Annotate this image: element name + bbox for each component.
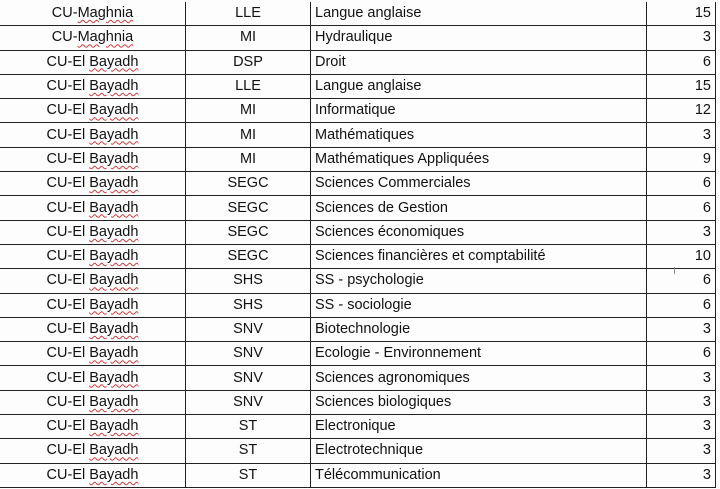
cell-domain[interactable]: SHS xyxy=(186,269,311,293)
cell-speciality[interactable]: Sciences économiques xyxy=(311,220,647,244)
institution-prefix: CU- xyxy=(51,5,78,22)
institution-prefix: CU-El xyxy=(46,248,90,265)
table-row xyxy=(0,26,716,50)
text-cursor-icon: I xyxy=(673,266,676,277)
institution-name: Bayadh xyxy=(89,321,139,337)
institution-name: Bayadh xyxy=(89,345,139,362)
institution-prefix: CU-El xyxy=(46,78,90,95)
cell-institution[interactable] xyxy=(0,123,186,147)
institution-prefix: CU-El xyxy=(46,369,90,386)
cell-speciality[interactable]: Mathématiques xyxy=(311,123,647,147)
cell-speciality[interactable]: Sciences agronomiques xyxy=(311,366,647,390)
cell-domain[interactable]: LLE xyxy=(186,74,311,98)
institution-name: Bayadh xyxy=(89,53,139,70)
cell-speciality[interactable]: Droit xyxy=(311,50,647,74)
table-row xyxy=(0,269,716,293)
cell-domain[interactable]: SEGC xyxy=(186,220,311,244)
institution-name: Bayadh xyxy=(89,248,139,265)
institution-prefix: CU-El xyxy=(46,199,90,216)
institution-name: Maghnia xyxy=(77,29,134,46)
table-row xyxy=(0,123,716,147)
cell-speciality[interactable]: Sciences de Gestion xyxy=(311,196,647,220)
cell-domain[interactable]: DSP xyxy=(186,50,311,74)
cell-speciality[interactable]: Mathématiques Appliquées xyxy=(311,147,647,171)
table-row xyxy=(0,342,716,366)
institution-prefix: CU-El xyxy=(46,53,90,70)
table-row xyxy=(0,244,716,268)
allocation-table xyxy=(0,2,716,488)
institution-prefix: CU-El xyxy=(46,466,90,483)
cell-institution[interactable] xyxy=(0,390,186,414)
institution-name: Bayadh xyxy=(89,393,139,410)
institution-prefix: CU-El xyxy=(46,150,90,167)
cell-count[interactable]: 6 xyxy=(647,172,716,196)
cell-domain[interactable]: MI xyxy=(186,99,311,123)
table-row xyxy=(0,439,716,463)
cell-institution[interactable] xyxy=(0,99,186,123)
cell-speciality[interactable]: Hydraulique xyxy=(311,26,647,50)
cell-count[interactable]: 9 xyxy=(647,147,716,171)
cell-speciality[interactable]: Ecologie - Environnement xyxy=(311,342,647,366)
cell-institution[interactable] xyxy=(0,342,186,366)
cell-count[interactable]: 3 xyxy=(647,123,716,147)
cell-institution[interactable] xyxy=(0,317,186,341)
cell-count[interactable]: 3 xyxy=(647,415,716,439)
cell-speciality[interactable]: Electrotechnique xyxy=(311,439,647,463)
cell-domain[interactable]: SNV xyxy=(186,342,311,366)
table-row xyxy=(0,2,716,26)
institution-name: Bayadh xyxy=(89,466,139,483)
cell-domain[interactable]: ST xyxy=(186,415,311,439)
cell-count[interactable]: 6 xyxy=(647,269,716,293)
cell-domain[interactable]: LLE xyxy=(186,2,311,26)
cell-institution[interactable] xyxy=(0,220,186,244)
table-row xyxy=(0,317,716,341)
cell-institution[interactable] xyxy=(0,50,186,74)
table-row xyxy=(0,74,716,98)
institution-prefix: CU-El xyxy=(46,126,90,143)
cell-speciality[interactable]: SS - psychologie xyxy=(311,269,647,293)
institution-prefix: CU-El xyxy=(46,418,90,435)
cell-count[interactable]: 3 xyxy=(647,366,716,390)
cell-count[interactable]: 3 xyxy=(647,26,716,50)
cell-domain[interactable]: SEGC xyxy=(186,244,311,268)
table-row xyxy=(0,390,716,414)
institution-name: Bayadh xyxy=(89,442,139,459)
cell-count[interactable]: 10 xyxy=(647,244,716,268)
institution-name: Bayadh xyxy=(89,150,139,167)
institution-name: Bayadh xyxy=(89,272,139,289)
cell-count[interactable]: 3 xyxy=(647,317,716,341)
cell-count[interactable]: 3 xyxy=(647,220,716,244)
cell-speciality[interactable]: Informatique xyxy=(311,99,647,123)
cell-institution[interactable] xyxy=(0,147,186,171)
table-row xyxy=(0,415,716,439)
cell-institution[interactable] xyxy=(0,293,186,317)
cell-domain[interactable]: SNV xyxy=(186,366,311,390)
cell-institution[interactable] xyxy=(0,74,186,98)
institution-prefix: CU-El xyxy=(46,102,90,119)
institution-prefix: CU-El xyxy=(46,393,90,410)
institution-prefix: CU-El xyxy=(46,272,90,289)
institution-name: Bayadh xyxy=(89,126,139,143)
cell-domain[interactable]: ST xyxy=(186,439,311,463)
cell-speciality[interactable]: SS - sociologie xyxy=(311,293,647,317)
cell-domain[interactable]: SEGC xyxy=(186,172,311,196)
cell-speciality[interactable]: Sciences biologiques xyxy=(311,390,647,414)
cell-speciality[interactable]: Sciences financières et comptabilité xyxy=(311,244,647,268)
cell-institution[interactable] xyxy=(0,172,186,196)
cell-count[interactable]: 6 xyxy=(647,50,716,74)
cell-count[interactable]: 3 xyxy=(647,463,716,487)
cell-domain[interactable]: ST xyxy=(186,463,311,487)
institution-name: Bayadh xyxy=(89,223,139,240)
cell-institution[interactable] xyxy=(0,269,186,293)
cell-count[interactable]: 6 xyxy=(647,196,716,220)
cell-speciality[interactable]: Langue anglaise xyxy=(311,2,647,26)
cell-speciality[interactable]: Biotechnologie xyxy=(311,317,647,341)
cell-count[interactable]: 3 xyxy=(647,390,716,414)
cell-domain[interactable]: SEGC xyxy=(186,196,311,220)
institution-name: Bayadh xyxy=(89,369,139,386)
institution-name: Bayadh xyxy=(89,199,139,216)
institution-prefix: CU- xyxy=(51,29,78,46)
cell-count[interactable]: 6 xyxy=(647,293,716,317)
cell-institution[interactable] xyxy=(0,26,186,50)
institution-prefix: CU-El xyxy=(46,442,90,459)
cell-institution[interactable] xyxy=(0,366,186,390)
cell-institution[interactable] xyxy=(0,196,186,220)
institution-name: Bayadh xyxy=(89,78,139,95)
cell-speciality[interactable]: Télécommunication xyxy=(311,463,647,487)
institution-prefix: CU-El xyxy=(46,345,90,362)
cell-count[interactable]: 12 xyxy=(647,99,716,123)
institution-prefix: CU-El xyxy=(46,296,90,313)
cell-speciality[interactable]: Langue anglaise xyxy=(311,74,647,98)
table-row xyxy=(0,196,716,220)
table-row xyxy=(0,293,716,317)
institution-prefix: CU-El xyxy=(46,223,90,240)
cell-speciality[interactable]: Electronique xyxy=(311,415,647,439)
table-row xyxy=(0,366,716,390)
institution-prefix: CU-El xyxy=(46,175,90,192)
cell-institution[interactable] xyxy=(0,244,186,268)
cell-domain[interactable]: SHS xyxy=(186,293,311,317)
institution-prefix: CU-El xyxy=(46,321,90,337)
cell-institution[interactable] xyxy=(0,439,186,463)
cell-institution[interactable] xyxy=(0,463,186,487)
cell-domain[interactable]: MI xyxy=(186,147,311,171)
cell-domain[interactable]: MI xyxy=(186,26,311,50)
cell-institution[interactable] xyxy=(0,415,186,439)
table-row xyxy=(0,99,716,123)
cell-domain[interactable]: SNV xyxy=(186,317,311,341)
cell-count[interactable]: 15 xyxy=(647,2,716,26)
institution-name: Bayadh xyxy=(89,418,139,435)
table-row xyxy=(0,172,716,196)
institution-name: Bayadh xyxy=(89,102,139,119)
cell-domain[interactable]: SNV xyxy=(186,390,311,414)
table-row xyxy=(0,463,716,487)
table-body xyxy=(0,2,716,487)
table-row xyxy=(0,147,716,171)
institution-name: Maghnia xyxy=(77,5,134,22)
institution-name: Bayadh xyxy=(89,296,139,313)
cell-institution[interactable] xyxy=(0,2,186,26)
institution-name: Bayadh xyxy=(89,175,139,192)
table-row xyxy=(0,220,716,244)
cell-domain[interactable]: MI xyxy=(186,123,311,147)
cell-count[interactable]: 3 xyxy=(647,439,716,463)
cell-count[interactable]: 6 xyxy=(647,342,716,366)
cell-count[interactable]: 15 xyxy=(647,74,716,98)
table-row xyxy=(0,50,716,74)
cell-speciality[interactable]: Sciences Commerciales xyxy=(311,172,647,196)
